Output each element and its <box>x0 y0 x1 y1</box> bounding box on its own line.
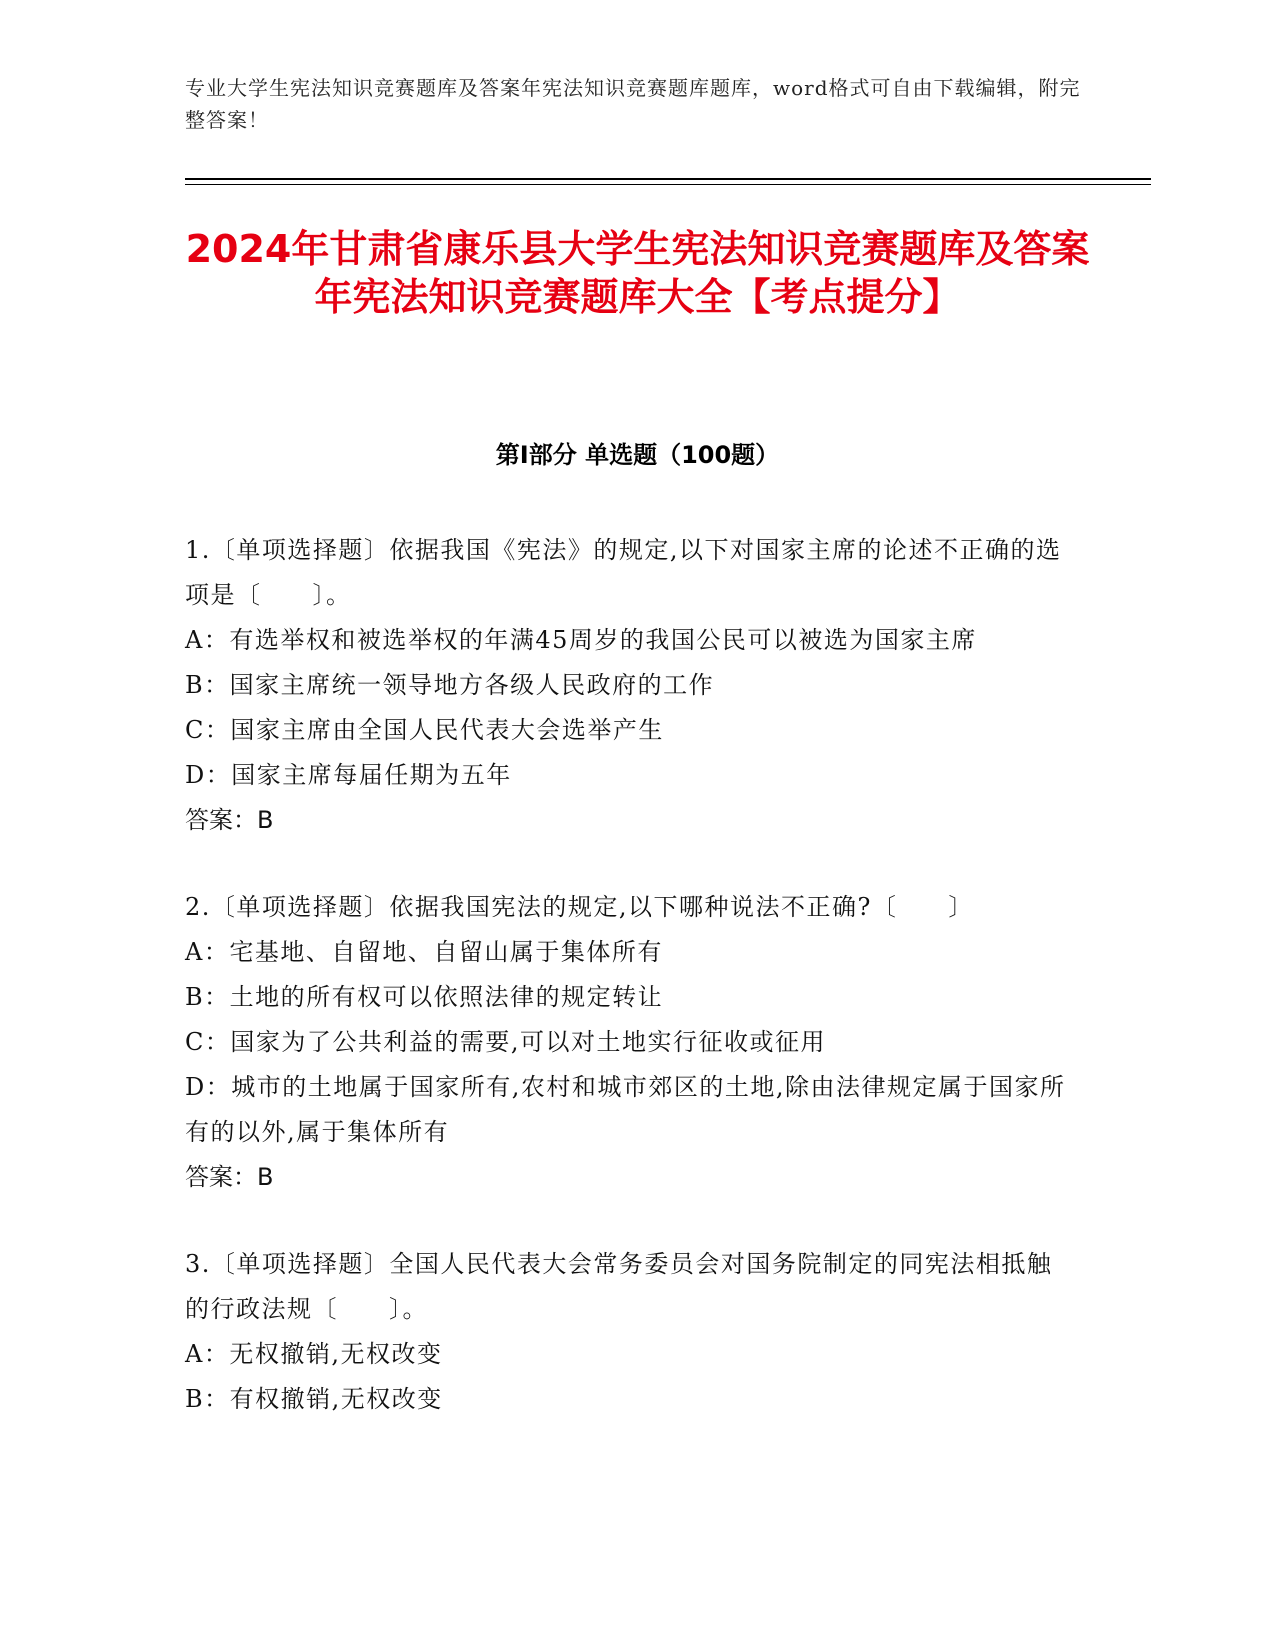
question-1 <box>185 528 1075 843</box>
header-rule-thick <box>185 178 1151 180</box>
question-option-b: B：国家主席统一领导地方各级人民政府的工作 <box>185 671 715 699</box>
header-rule-thin <box>185 184 1151 185</box>
question-stem: 1.〔单项选择题〕依据我国《宪法》的规定,以下对国家主席的论述不正确的选项是〔 〕。 <box>185 536 1062 609</box>
question-3 <box>185 1242 1075 1422</box>
question-option-a: A：有选举权和被选举权的年满45周岁的我国公民可以被选为国家主席 <box>185 626 977 654</box>
section-title: 第I部分 单选题（100题） <box>495 441 780 469</box>
question-option-b: B：有权撤销,无权改变 <box>185 1385 443 1413</box>
question-2 <box>185 885 1075 1200</box>
question-option-d: D：国家主席每届任期为五年 <box>185 761 512 789</box>
question-option-b: B：土地的所有权可以依照法律的规定转让 <box>185 983 664 1011</box>
document-title: 2024年甘肃省康乐县大学生宪法知识竞赛题库及答案年宪法知识竞赛题库大全【考点提分】 <box>185 227 1090 319</box>
question-option-d: D：城市的土地属于国家所有,农村和城市郊区的土地,除由法律规定属于国家所有的以外,属于集体所有 <box>185 1073 1066 1146</box>
question-option-c: C：国家为了公共利益的需要,可以对土地实行征收或征用 <box>185 1028 826 1056</box>
header-note: 专业大学生宪法知识竞赛题库及答案年宪法知识竞赛题库题库，word格式可自由下载编辑，附完整答案！ <box>185 76 1081 132</box>
question-list <box>185 528 1075 1464</box>
question-option-a: A：无权撤销,无权改变 <box>185 1340 443 1368</box>
question-stem: 3.〔单项选择题〕全国人民代表大会常务委员会对国务院制定的同宪法相抵触的行政法规〔 〕。 <box>185 1250 1053 1323</box>
question-option-a: A：宅基地、自留地、自留山属于集体所有 <box>185 938 663 966</box>
question-option-c: C：国家主席由全国人民代表大会选举产生 <box>185 716 664 744</box>
question-answer: 答案：B <box>185 1163 274 1191</box>
question-stem: 2.〔单项选择题〕依据我国宪法的规定,以下哪种说法不正确?〔 〕 <box>185 893 974 921</box>
question-answer: 答案：B <box>185 806 274 834</box>
